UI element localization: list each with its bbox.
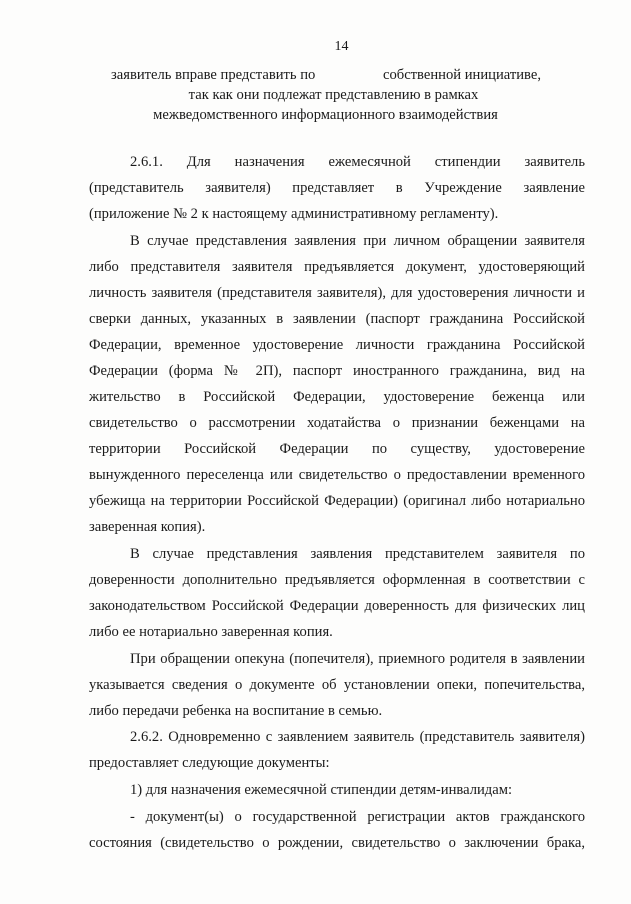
body-line: предоставляет следующие документы: [89,755,330,771]
body-line: 2.6.2. Одновременно с заявлением заявитель (представитель заявителя) [130,729,585,745]
body-line: законодательством Российской Федерации доверенность для физических лиц [89,598,585,614]
body-line: либо передачи ребенка на воспитание в семью. [89,703,383,719]
body-line: заверенная копия). [89,519,206,535]
body-line: (приложение № 2 к настоящему административному регламенту). [89,206,499,222]
body-line: (представитель заявителя) представляет в Учреждение заявление [89,180,585,196]
header-line-1-right: собственной инициативе, [383,67,541,83]
body-line: жительство в Российской Федерации, удостоверение беженца или [89,389,585,405]
body-line: свидетельство о рассмотрении ходатайства о признании беженцами на [89,415,585,431]
header-line-2: так как они подлежат представлению в рамках [188,87,479,103]
page-number: 14 [334,39,349,54]
body-line: вынужденного переселенца или свидетельство о предоставлении временного [89,467,585,483]
body-line: убежища на территории Российской Федерации) (оригинал либо нотариально [89,493,585,509]
body-line: указывается сведения о документе об установлении опеки, попечительства, [89,677,585,693]
header-line-1-left: заявитель вправе представить по [111,67,316,83]
body-line: При обращении опекуна (попечителя), приемного родителя в заявлении [130,651,585,667]
body-line: территории Российской Федерации по существу, удостоверение [89,441,585,457]
body-line: - документ(ы) о государственной регистрации актов гражданского [130,809,585,825]
body-line: 2.6.1. Для назначения ежемесячной стипендии заявитель [130,154,585,170]
body-line: состояния (свидетельство о рождении, свидетельство о заключении брака, [89,835,585,851]
body-line: доверенности дополнительно предъявляется оформленная в соответствии с [89,572,585,588]
body-line: В случае представления заявления представителем заявителя по [130,546,585,562]
body-line: 1) для назначения ежемесячной стипендии детям-инвалидам: [130,782,513,798]
body-line: В случае представления заявления при личном обращении заявителя [130,233,585,249]
header-line-3: межведомственного информационного взаимодействия [153,107,498,123]
body-line: сверки данных, указанных в заявлении (паспорт гражданина Российской [89,311,585,327]
body-line: Федерации (форма № 2П), паспорт иностранного гражданина, вид на [89,363,585,379]
body-line: Федерации, временное удостоверение личности гражданина Российской [89,337,585,353]
body-line: либо ее нотариально заверенная копия. [89,624,333,640]
body-line: либо представителя заявителя предъявляется документ, удостоверяющий [89,259,585,275]
body-line: личность заявителя (представителя заявителя), для удостоверения личности и [89,285,585,301]
